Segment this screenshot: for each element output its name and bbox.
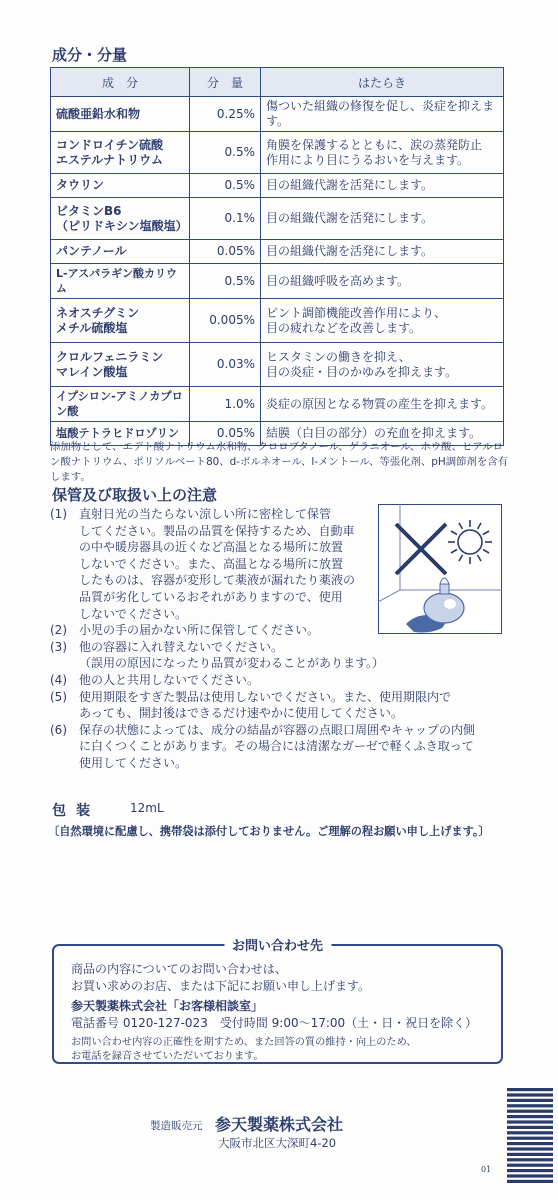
ingredient-name: クロルフェニラミン マレイン酸塩 [51,343,190,387]
table-row [51,299,504,343]
ingredient-amount: 1.0% [190,387,261,422]
precaution-line: しないでください。 [79,606,188,621]
ingredient-function: 傷ついた組織の修復を促し、炎症を抑えます。 [261,97,504,132]
ingredient-name: タウリン [51,174,190,198]
precaution-number: (2) [50,623,67,638]
ingredient-function: 角膜を保護するとともに、涙の蒸発防止 作用により目にうるおいを与えます。 [261,132,504,174]
precaution-text [79,689,510,722]
precaution-text [79,639,510,672]
ingredient-amount: 0.05% [190,240,261,264]
precautions-title: 保管及び取扱い上の注意 [52,486,218,504]
ingredients-table [50,67,504,446]
precaution-line: 直射日光の当たらない涼しい所に密栓して保管 [79,507,332,521]
precaution-line: あっても、開封後はできるだけ速やかに使用してください。 [79,706,403,721]
precaution-item [50,672,510,689]
contact-box [52,939,503,1064]
contact-phone: 電話番号 0120-127-023 受付時間 9:00～17:00（土・日・祝日を除く） [71,1016,478,1030]
precaution-line: 小児の手の届かない所に保管してください。 [79,623,320,638]
ingredient-amount: 0.25% [190,97,261,132]
table-row [51,264,504,299]
ingredient-name: 塩酸テトラヒドロゾリン [51,422,190,446]
table-header-row [51,68,504,97]
ingredient-function: 目の組織代謝を活発にします。 [261,174,504,198]
precaution-number: (3) [50,639,67,654]
additives-text: 添加物として、エデト酸ナトリウム水和物、クロロブタノール、ゲラニオール、ホウ酸、ヒアルロン酸ナトリウム、ポリソルベート80、d-ボルネオール、l-メントール、等張化剤、pH調節剤を含有します。 [50,441,509,483]
ingredient-function: 目の組織代謝を活発にします。 [261,240,504,264]
precaution-line: の中や暖房器具の近くなど高温となる場所に放置 [79,540,344,555]
header-amount: 分 量 [190,68,261,97]
ingredient-amount: 0.5% [190,264,261,299]
precaution-item [50,722,510,772]
precaution-line: 使用期限をすぎた製品は使用しないでください。また、使用期限内で [79,689,452,704]
ingredient-name: ネオスチグミン メチル硫酸塩 [51,299,190,343]
contact-company-desk: 参天製薬株式会社「お客様相談室」 [71,999,264,1013]
packaging-label: 包装 [52,803,100,819]
precaution-number: (1) [50,507,67,521]
precaution-line: （誤用の原因になったり品質が変わることがあります。） [79,656,385,671]
precaution-item [50,689,510,722]
ingredient-name: L-アスパラギン酸カリウム [51,264,190,299]
ingredient-function: 結膜（白目の部分）の充血を抑えます。 [261,422,504,446]
precaution-number: (5) [50,689,67,704]
table-row [51,240,504,264]
precaution-item [50,639,510,672]
packaging-note: 〔自然環境に配慮し、携帯袋は添付しておりません。ご理解の程お願い申し上げます。〕 [48,825,490,838]
precaution-line: してください。製品の品質を保持するため、自動車 [79,523,355,538]
ingredient-amount: 0.1% [190,198,261,240]
ingredient-amount: 0.5% [190,174,261,198]
storage-warning-illustration [378,504,502,634]
manufacturer-label: 製造販売元 [150,1120,203,1132]
ingredient-amount: 0.03% [190,343,261,387]
precaution-line: に白くつくことがあります。その場合には清潔なガーゼで軽くふき取って [79,739,474,754]
contact-note-1: お問い合わせ内容の正確性を期すため、また回答の質の維持・向上のため、 [71,1037,417,1048]
contact-title: お問い合わせ先 [224,935,331,954]
precaution-line: 品質が劣化しているおそれがありますので、使用 [79,589,343,604]
table-row [51,132,504,174]
ingredient-function: 炎症の原因となる物質の産生を抑えます。 [261,387,504,422]
precaution-line: 使用してください。 [79,755,188,770]
precaution-line: しないでください。また、高温となる場所に放置 [79,556,344,571]
table-row [51,174,504,198]
precaution-line: 保存の状態によっては、成分の結晶が容器の点眼口周囲やキャップの内側 [79,722,476,737]
table-row [51,343,504,387]
ingredient-name: コンドロイチン硫酸 エステルナトリウム [51,132,190,174]
precaution-line: 他の容器に入れ替えないでください。 [79,639,284,654]
ingredient-name: イプシロン-アミノカプロン酸 [51,387,190,422]
ingredient-amount: 0.05% [190,422,261,446]
ingredient-name: ビタミンB6 （ピリドキシン塩酸塩） [51,198,190,240]
ingredient-function: 目の組織呼吸を高めます。 [261,264,504,299]
table-row [51,198,504,240]
ingredient-function: ピント調節機能改善作用により、 目の疲れなどを改善します。 [261,299,504,343]
manufacturer-name: 参天製薬株式会社 [215,1115,344,1134]
contact-line-1: 商品の内容についてのお問い合わせは、 [71,962,287,976]
page-number: 01 [481,1165,492,1174]
header-function: はたらき [261,68,504,97]
ingredient-function: 目の組織代謝を活発にします。 [261,198,504,240]
precaution-text [79,672,510,689]
contact-note-2: お電話を録音させていただいております。 [71,1051,264,1062]
ingredients-title: 成分・分量 [52,46,128,64]
contact-line-2: お買い求めのお店、または下記にお願い申し上げます。 [71,979,371,993]
precaution-number: (4) [50,672,67,687]
ingredient-name: パンテノール [51,240,190,264]
packaging-value: 12mL [130,801,164,815]
precaution-number: (6) [50,722,67,737]
ingredient-amount: 0.5% [190,132,261,174]
header-ingredient: 成 分 [51,68,190,97]
table-row [51,387,504,422]
ingredient-function: ヒスタミンの働きを抑え、 目の炎症・目のかゆみを抑えます。 [261,343,504,387]
precaution-text [79,722,510,772]
table-row [51,97,504,132]
manufacturer-address: 大阪市北区大深町4-20 [218,1136,337,1150]
ingredient-amount: 0.005% [190,299,261,343]
precaution-line: したものは、容器が変形して薬液が漏れたり薬液の [79,573,356,588]
ingredient-name: 硫酸亜鉛水和物 [51,97,190,132]
precaution-line: 他の人と共用しないでください。 [79,672,260,687]
side-barcode [507,1088,553,1185]
